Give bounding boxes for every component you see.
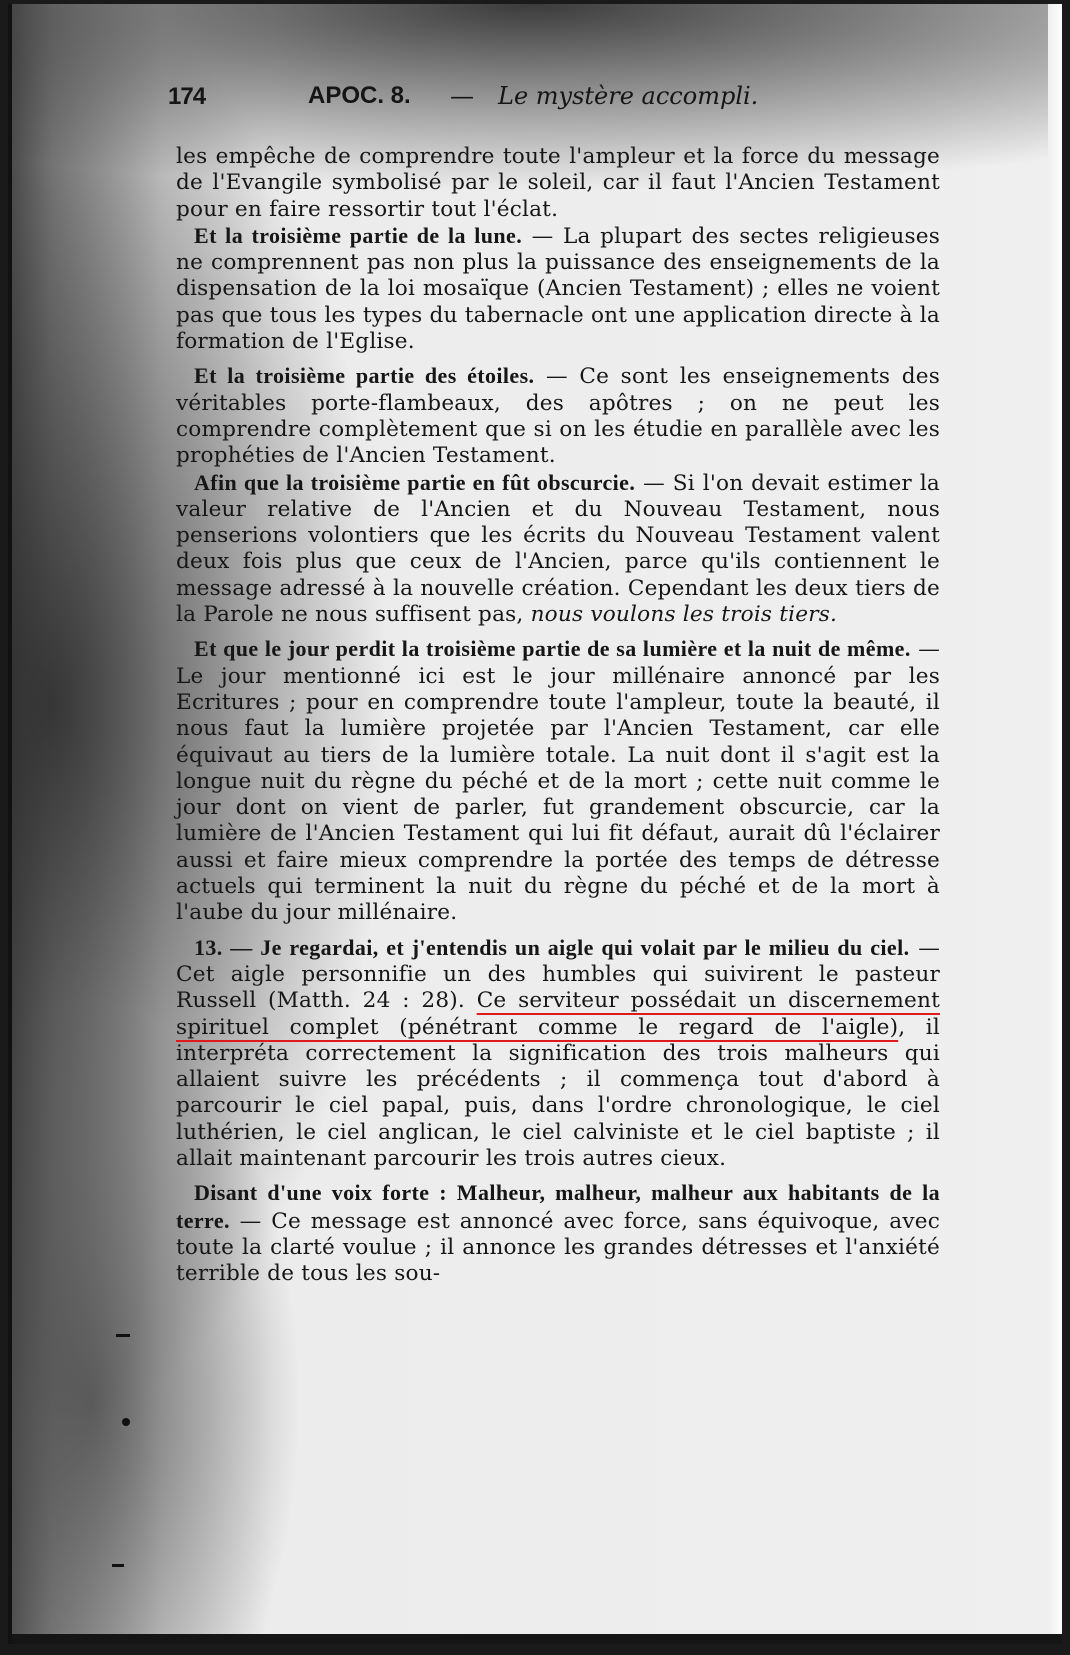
paragraph-woe (176, 1180, 940, 1287)
paragraph-lead: Et la troisième partie de la lune. (194, 222, 523, 248)
page-bottom-edge (12, 1634, 1062, 1644)
paragraph-text: , il interpréta correctement la signification des trois malheurs qui allaient suivre les précédents ; il commença tout d'abord à parcourir le ciel papal, puis, dans l'ordre chronologique, le ciel luthérien, le ciel anglican, le ciel calviniste et le ciel baptiste ; il allait maintenant parcourir les trois autres cieux. (176, 1014, 940, 1171)
paragraph-text: — Le jour mentionné ici est le jour millénaire annoncé par les Ecritures ; pour en comprendre toute l'ampleur, toute la beauté, il nous faut la lumière projetée par l'Ancien Testament, car elle équivaut au tiers de la lumière totale. La nuit dont il s'agit est la longue nuit du règne du péché et de la mort ; cette nuit comme le jour dont on vient de parler, fut grandement obscurcie, car la lumière de l'Ancien Testament qui lui fit défaut, aurait dû l'éclairer aussi et faire mieux comprendre la portée des temps de détresse actuels qui terminent la nuit du règne du péché et de la mort à l'aube du jour millénaire. (176, 637, 940, 926)
paragraph-obscured (176, 470, 940, 629)
page-number: 174 (168, 83, 206, 110)
running-head (168, 82, 968, 118)
page-body (176, 144, 940, 1287)
margin-mark (122, 1418, 130, 1426)
paragraph-text: — La plupart des sectes religieuses ne comprennent pas non plus la puissance des enseignements de la dispensation de la loi mosaïque (Ancien Testament) ; elles ne voient pas que tous les types du tabernacle ont une application directe à la formation de l'Eglise. (176, 223, 940, 355)
paragraph-stars (176, 363, 940, 469)
paragraph-eagle (176, 935, 940, 1173)
scanned-book-page (8, 4, 1062, 1644)
paragraph-lead: Et la troisième partie des étoiles. (194, 363, 535, 389)
chapter-title: Le mystère accompli. (498, 82, 759, 110)
paragraph-italic: nous voulons les trois tiers. (530, 602, 838, 628)
paragraph-lead: 13. — Je regardai, et j'entendis un aigle qui volait par le milieu du ciel. (194, 934, 910, 960)
paragraph-text: les empêche de comprendre toute l'ampleur et la force du message de l'Evangile symbolisé par le soleil, car il faut l'Ancien Testament pour en faire ressortir tout l'éclat. (176, 144, 940, 222)
paragraph-text: — Si l'on devait estimer la valeur relative de l'Ancien et du Nouveau Testament, nous penserions volontiers que les écrits du Nouveau Testament valent deux fois plus que ceux de l'Ancien, parce qu'ils contiennent le message adressé à la nouvelle création. Cependant les deux tiers de la Parole ne nous suffisent pas, (176, 470, 940, 628)
paragraph-continuation (176, 144, 940, 223)
paragraph-text: — Cet aigle personnifie un des humbles qui suivirent le pasteur Russell (Matth. 24 : 28). (176, 935, 941, 1014)
chapter-reference: APOC. 8. (308, 82, 411, 109)
paragraph-lead: Afin que la troisième partie en fût obscurcie. (194, 469, 636, 495)
margin-mark (112, 1564, 124, 1567)
margin-mark (116, 1334, 130, 1337)
header-dash: — (450, 82, 474, 110)
page-edge (1048, 4, 1062, 1644)
red-underlined-passage: Ce serviteur possédait un discernement spirituel complet (pénétrant comme le regard de l'aigle) (176, 988, 940, 1040)
paragraph-text: — Ce sont les enseignements des véritables porte-flambeaux, des apôtres ; on ne peut les comprendre complètement que si on les étudie en parallèle avec les prophéties de l'Ancien Testament. (176, 364, 941, 469)
paragraph-moon (176, 223, 940, 355)
paragraph-lead: Et que le jour perdit la troisième partie de sa lumière et la nuit de même. (194, 636, 911, 662)
paragraph-text: — Ce message est annoncé avec force, sans équivoque, avec toute la clarté voulue ; il annonce les grandes détresses et l'anxiété terrible de tous les sou- (176, 1208, 940, 1287)
paragraph-day-night (176, 636, 940, 926)
paragraph-lead: Disant d'une voix forte : Malheur, malheur, malheur aux habitants de la terre. (176, 1180, 940, 1233)
